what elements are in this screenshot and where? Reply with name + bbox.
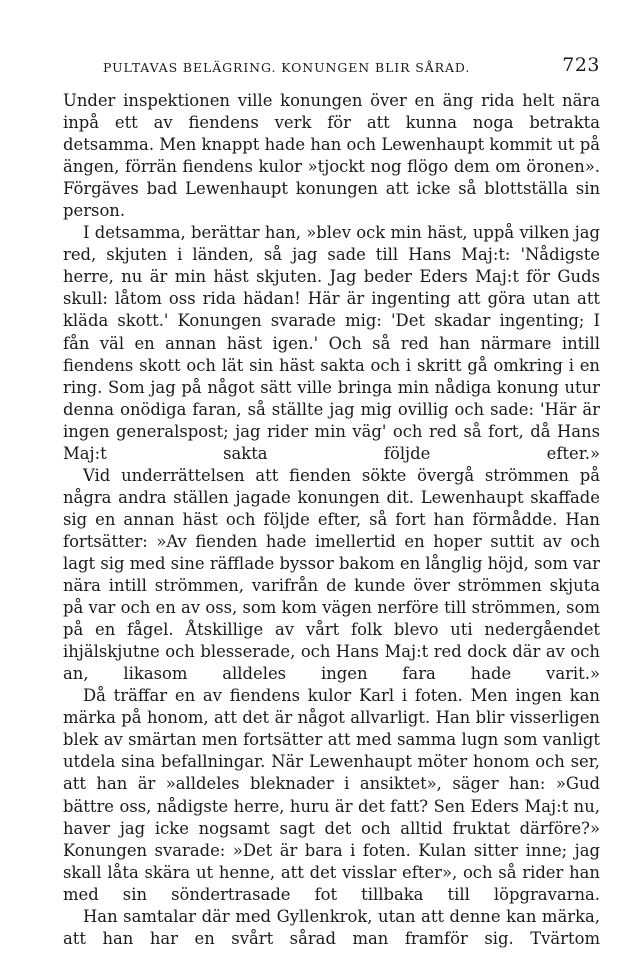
body-text (63, 90, 600, 950)
paragraph-horse-shot: I detsamma, berättar han, »blev ock min häst, uppå vilken jag red, skjuten i länden, så jag sade till Hans Maj:t: 'Nådigste herre, nu är min häst skjuten. Jag beder Eders Maj:t för Guds skull: låtom oss rida hädan! Här är ingenting att göra utan att kläda skott.' Konungen svarade mig: 'Det skadar ingenting; I fån väl en annan häst igen.' Och så red han närmare intill fiendens skott och lät sin häst sakta och i skritt gå omkring i en ring. Som jag på något sätt ville bringa min nådiga konung utur denna onödiga faran, så ställte jag mig ovillig och sade: 'Här är ingen generalspost; jag rider min väg' och red så fort, då Hans Maj:t sakta följde efter.» (63, 223, 600, 463)
paragraph-river-crossing: Vid underrättelsen att fienden sökte övergå strömmen på några andra ställen jagade konungen dit. Lewenhaupt skaffade sig en annan häst och följde efter, så fort han förmådde. Han fortsätter: »Av fienden hade imellertid en hoper suttit av och lagt sig med sine räfflade byssor bakom en långlig höjd, som var nära intill strömmen, varifrån de kunde över strömmen skjuta på var och en av oss, som kom vägen nerföre till strömmen, som på en fågel. Åtskillige av vårt folk blevo uti nedergåendet ihjälskjutne och blesserade, och Hans Maj:t red dock där av och an, likasom alldeles ingen fara hade varit.» (63, 465, 600, 684)
page-number: 723 (562, 54, 600, 76)
paragraph-inspection: Under inspektionen ville konungen över en äng rida helt nära inpå ett av fiendens verk för att kunna noga betrakta detsamma. Men knappt hade han och Lewenhaupt kommit ut på ängen, förrän fiendens kulor »tjockt nog flögo dem om öronen». Förgäves bad Lewenhaupt konungen att icke så blottställa sin person. (63, 91, 600, 221)
running-header (63, 52, 600, 78)
paragraph-gyllenkrok: Han samtalar där med Gyllenkrok, utan att denne kan märka, att han har en svårt sårad man framför sig. Tvärtom (63, 906, 600, 948)
running-title: PULTAVAS BELÄGRING. KONUNGEN BLIR SÅRAD. (103, 60, 471, 75)
paragraph-king-wounded: Då träffar en av fiendens kulor Karl i foten. Men ingen kan märka på honom, att det är något allvarligt. Han blir visserligen blek av smärtan men fortsätter att med samma lugn som vanligt utdela sina befallningar. När Lewenhaupt möter honom och ser, att han är »alldeles bleknader i ansiktet», säger han: »Gud bättre oss, nådigste herre, huru är det fatt? Sen Eders Maj:t nu, haver jag icke nogsamt sagt det och alltid fruktat därföre?» Konungen svarade: »Det är bara i foten. Kulan sitter inne; jag skall låta skära ut henne, att det visslar efter», och så rider han med sin söndertrasade fot tillbaka till löpgravarna. (63, 686, 600, 904)
book-page (63, 52, 600, 950)
